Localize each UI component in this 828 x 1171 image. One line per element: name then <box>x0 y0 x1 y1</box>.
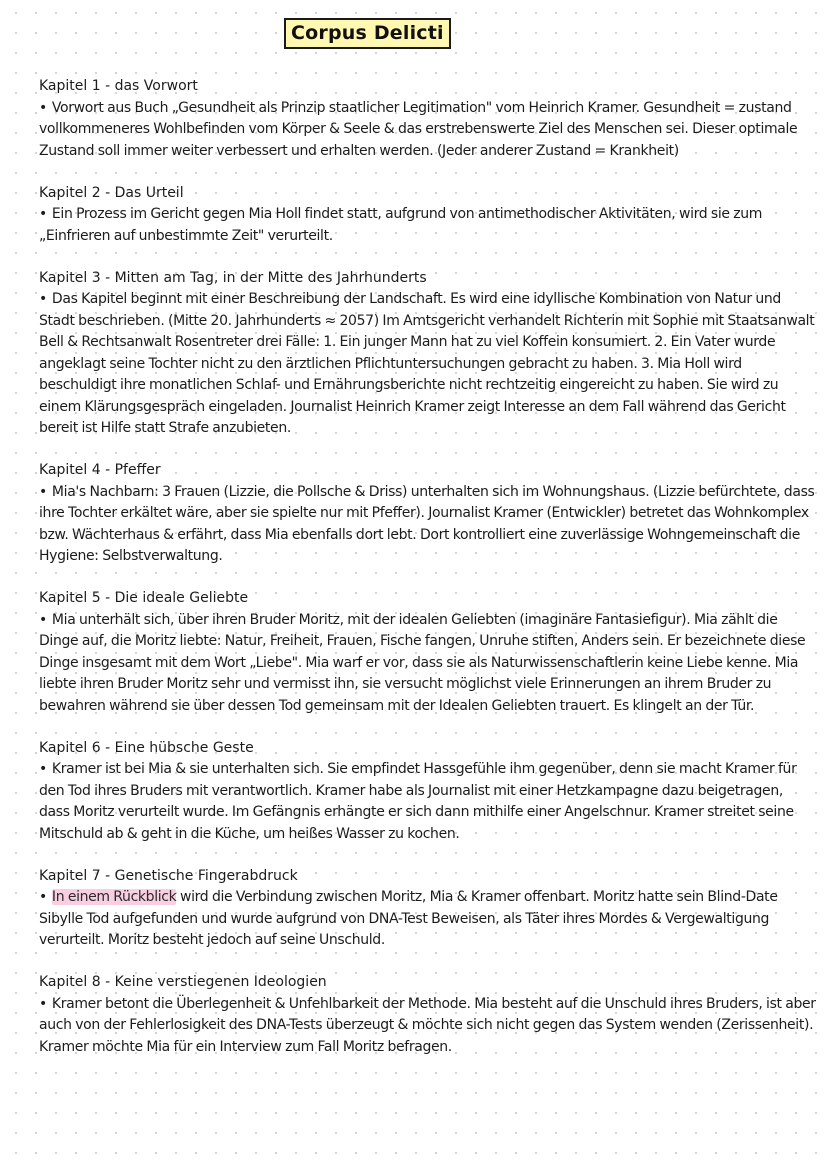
chapter-text: Mia's Nachbarn: 3 Frauen (Lizzie, die Pollsche & Driss) unterhalten sich im Wohnungshaus. (Lizzie befürchtete, dass ihre Tochter erkältet wäre, aber sie spielte nur mit Pfeffer). Journalist Kramer (Entwickler) betretet das Wohnkomplex bzw. Wächterhaus & erfährt, dass Mia ebenfalls dort lebt. Dort kontrolliert eine zuverlässige Wohngemeinschaft die Hygiene: Selbstverwaltung. <box>39 483 815 564</box>
chapter-1 <box>39 76 817 162</box>
bullet-icon: • <box>39 995 47 1012</box>
chapter-summary <box>39 994 817 1059</box>
chapter-summary <box>39 289 817 440</box>
chapter-text: Kramer ist bei Mia & sie unterhalten sich. Sie empfindet Hassgefühle ihm gegenüber, denn sie macht Kramer für den Tod ihres Bruders mit verantwortlich. Kramer habe als Journalist mit einer Hetzkampagne dazu beigetragen, dass Moritz verurteilt wurde. Im Gefängnis erhängte er sich dann mithilfe einer Angelschnur. Kramer streitet seine Mitschuld ab & geht in die Küche, um heißes Wasser zu kochen. <box>39 761 797 842</box>
chapter-heading: Kapitel 8 - Keine verstiegenen Ideologien <box>39 974 327 990</box>
chapter-text: Das Kapitel beginnt mit einer Beschreibung der Landschaft. Es wird eine idyllische Kombination von Natur und Stadt beschrieben. (Mitte 20. Jahrhunderts ≈ 2057) Im Amtsgericht verhandelt Richterin mit Sophie mit Staatsanwalt Bell & Rechtsanwalt Rosentreter drei Fälle: 1. Ein junger Mann hat zu viel Koffein konsumiert. 2. Ein Vater wurde angeklagt seine Tochter nicht zu den ärztlichen Pflichtuntersuchungen gebracht zu haben. 3. Mia Holl wird beschuldigt ihre monatlichen Schlaf- und Ernährungsberichte nicht rechtzeitig eingereicht zu haben. Sie wird zu einem Klärungsgespräch eingeladen. Journalist Heinrich Kramer zeigt Interesse an dem Fall während das Gericht bereit ist Hilfe statt Strafe anzubieten. <box>39 291 815 436</box>
chapter-heading: Kapitel 1 - das Vorwort <box>39 78 198 94</box>
bullet-icon: • <box>39 291 47 307</box>
chapter-text: Kramer betont die Überlegenheit & Unfehlbarkeit der Methode. Mia besteht auf die Unschuld ihres Bruders, ist aber auch von der Fehlerlosigkeit des DNA-Tests überzeugt & möchte sich nicht gegen das System wenden (Zerissenheit). Kramer möchte Mia für ein Interview zum Fall Moritz befragen. <box>39 995 816 1055</box>
chapter-heading: Kapitel 4 - Pfeffer <box>39 462 161 478</box>
chapter-3 <box>39 268 817 440</box>
chapter-heading: Kapitel 5 - Die ideale Geliebte <box>39 590 249 606</box>
chapter-text: Mia unterhält sich, über ihren Bruder Moritz, mit der idealen Geliebten (imaginäre Fantasiefigur). Mia zählt die Dinge auf, die Moritz liebte: Natur, Freiheit, Frauen, Fische fangen, Unruhe stiften, Anders sein. Er bezeichnete diese Dinge insgesamt mit dem Wort „Liebe". Mia warf er vor, dass sie als Naturwissenschaftlerin keine Liebe kenne. Mia liebte ihren Bruder Moritz sehr und vermisst ihn, sie versucht möglichst viele Erinnerungen an ihrem Bruder zu bewahren während sie über dessen Tod gemeinsam mit der Idealen Geliebten trauert. Es klingelt an der Tür. <box>39 611 806 714</box>
chapter-7 <box>39 866 817 952</box>
chapter-4 <box>39 460 817 568</box>
bullet-icon: • <box>39 99 47 116</box>
page-title: Corpus Delicti <box>284 18 451 49</box>
chapter-2 <box>39 183 817 248</box>
chapter-heading: Kapitel 7 - Genetische Fingerabdruck <box>39 867 298 884</box>
bullet-icon: • <box>39 206 47 222</box>
chapter-summary <box>39 482 817 568</box>
chapter-text: Ein Prozess im Gericht gegen Mia Holl findet statt, aufgrund von antimethodischer Aktivitäten, wird sie zum „Einfrieren auf unbestimmte Zeit" verurteilt. <box>39 206 763 244</box>
chapter-text: wird die Verbindung zwischen Moritz, Mia & Kramer offenbart. Moritz hatte sein Blind-Date Sibylle Tod aufgefunden und wurde aufgrund von DNA-Test Beweisen, als Täter ihres Mordes & Vergewaltigung verurteilt. Moritz besteht jedoch auf seine Unschuld. <box>39 889 778 948</box>
chapter-6 <box>39 738 817 846</box>
chapter-summary <box>39 887 817 952</box>
chapter-heading: Kapitel 2 - Das Urteil <box>39 184 184 201</box>
chapter-summary <box>39 98 817 163</box>
highlighted-phrase: In einem Rückblick <box>51 889 177 905</box>
chapter-summary <box>39 759 817 845</box>
chapter-summary <box>39 610 817 718</box>
chapter-heading: Kapitel 3 - Mitten am Tag, in der Mitte des Jahrhunderts <box>39 269 427 286</box>
bullet-icon: • <box>39 889 47 905</box>
notes-content <box>39 76 817 1079</box>
chapter-5 <box>39 588 817 717</box>
bullet-icon: • <box>39 611 47 628</box>
bullet-icon: • <box>39 761 47 777</box>
chapter-heading: Kapitel 6 - Eine hübsche Geste <box>39 739 254 756</box>
chapter-text: Vorwort aus Buch „Gesundheit als Prinzip staatlicher Legitimation" vom Heinrich Kramer. Gesundheit = zustand vollkommeneres Wohlbefinden vom Körper & Seele & das erstrebenswerte Ziel des Menschen sei. Dieser optimale Zustand soll immer weiter verbessert und erhalten werden. (Jeder anderer Zustand = Krankheit) <box>39 99 798 159</box>
chapter-8 <box>39 972 817 1058</box>
chapter-summary <box>39 204 817 247</box>
bullet-icon: • <box>39 483 47 500</box>
